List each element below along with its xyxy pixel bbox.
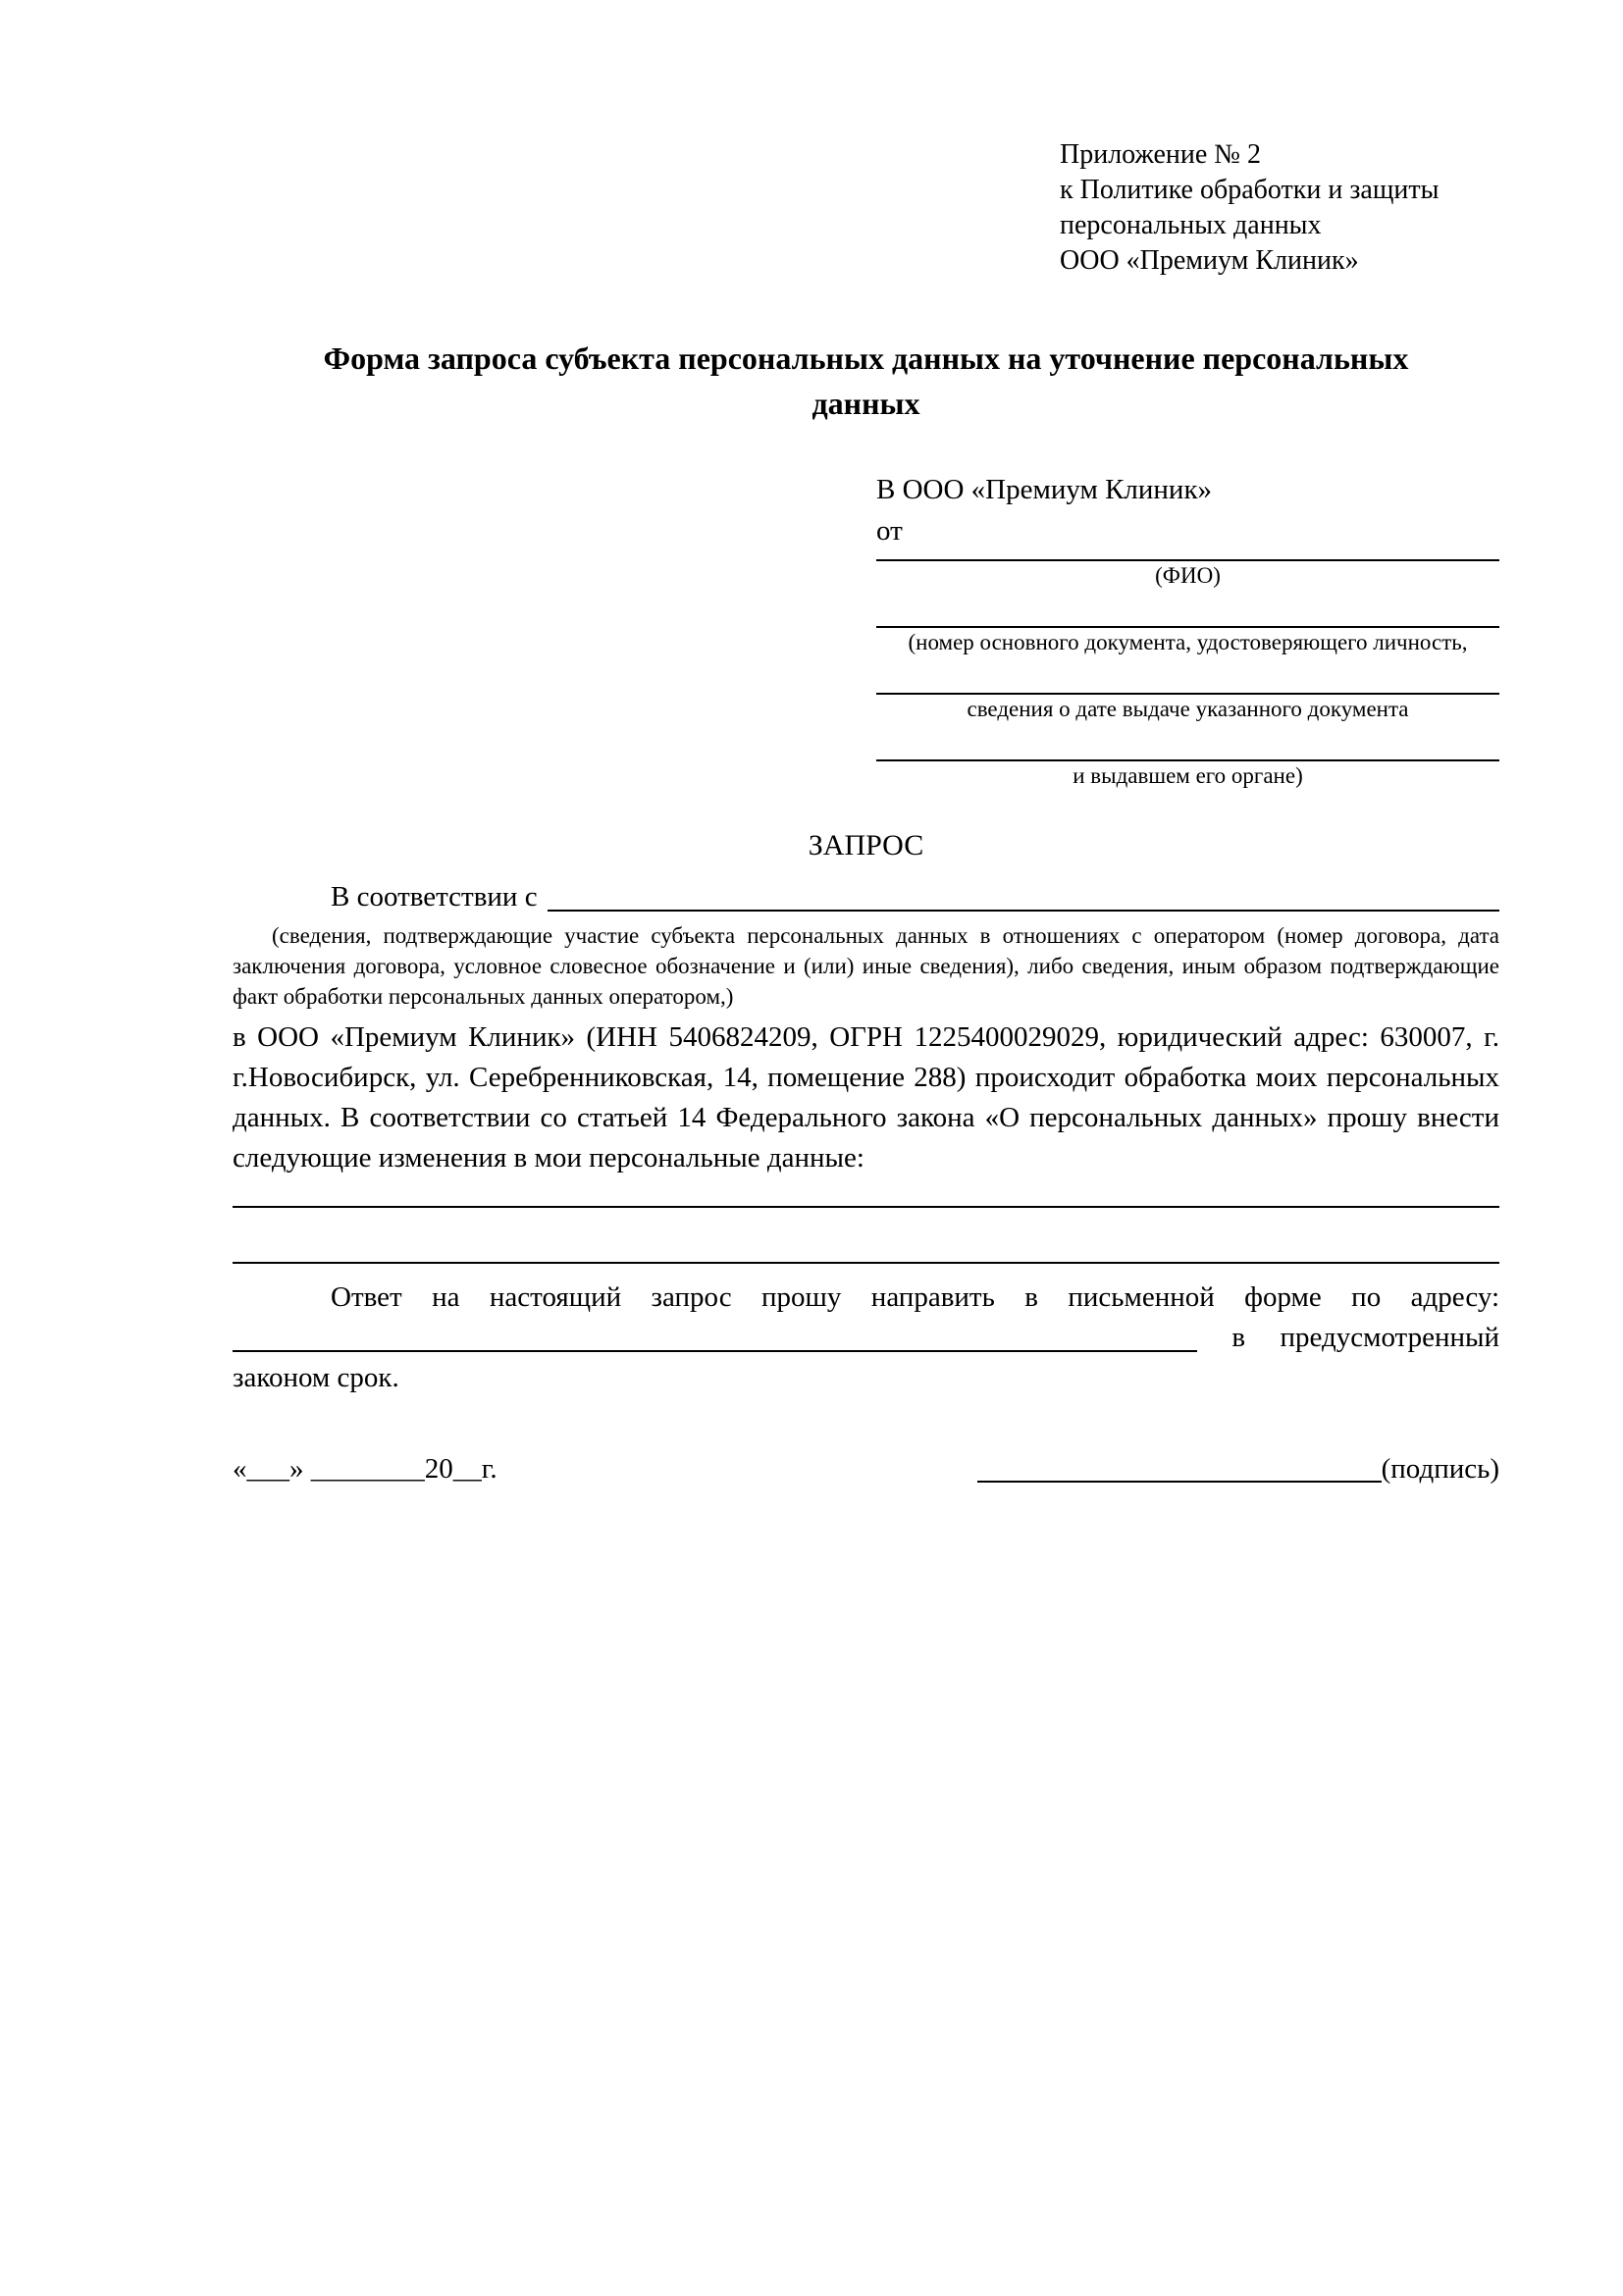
changes-blank-line-1 bbox=[233, 1178, 1499, 1208]
addressee-from-label: от bbox=[876, 515, 903, 547]
appendix-line: персональных данных bbox=[1060, 210, 1322, 240]
request-heading: ЗАПРОС bbox=[808, 829, 924, 861]
addressee-to: В ООО «Премиум Клиник» bbox=[876, 474, 1213, 505]
signature-caption: (подпись) bbox=[1381, 1453, 1499, 1485]
addressee-block bbox=[876, 469, 1499, 791]
signature-blank-line bbox=[977, 1481, 1382, 1483]
request-body-paragraph: в ООО «Премиум Клиник» (ИНН 5406824209, ОГРН 1225400029029, юридический адрес: 630007, г. г.Новосибирск, ул. Серебренниковская, 14, помещение 288) происходит обработка моих персональных данных. В соответствии со статьей 14 Федерального закона «О персональных данных» прошу внести следующие изменения в мои персональные данные: bbox=[233, 1021, 1499, 1174]
appendix-line: Приложение № 2 bbox=[1060, 139, 1261, 170]
page-title: Форма запроса субъекта персональных данных на уточнение персональных данных bbox=[323, 340, 1409, 421]
date-template: «___» ________20__г. bbox=[233, 1453, 497, 1485]
signature-block bbox=[977, 1449, 1499, 1488]
response-paragraph-line2 bbox=[233, 1318, 1499, 1358]
basis-prefix: В соответствии с bbox=[331, 881, 538, 913]
basis-blank-line bbox=[548, 910, 1499, 912]
changes-blank-line-2 bbox=[233, 1208, 1499, 1264]
appendix-line: ООО «Премиум Клиник» bbox=[1060, 245, 1359, 276]
issuing-authority-field bbox=[876, 759, 1499, 791]
issuing-authority-caption: и выдавшем его органе) bbox=[1073, 763, 1303, 788]
issue-date-caption: сведения о дате выдаче указанного документа bbox=[967, 697, 1409, 721]
document-number-field bbox=[876, 626, 1499, 657]
issue-date-field bbox=[876, 693, 1499, 724]
document-number-caption: (номер основного документа, удостоверяющего личность, bbox=[908, 630, 1468, 654]
response-paragraph-line3: законом срок. bbox=[233, 1362, 399, 1393]
response-word: предусмотренный bbox=[1280, 1322, 1499, 1353]
appendix-header bbox=[1060, 137, 1499, 279]
fio-field bbox=[876, 559, 1499, 591]
response-word: в bbox=[1231, 1322, 1246, 1353]
response-address-blank-line bbox=[233, 1350, 1197, 1352]
appendix-line: к Политике обработки и защиты bbox=[1060, 175, 1440, 205]
date-signature-row bbox=[233, 1449, 1499, 1488]
basis-footnote: (сведения, подтверждающие участие субъекта персональных данных в отношениях с оператором (номер договора, дата заключения договора, условное словесное обозначение и (или) иные сведения), либо сведения, иным образом подтверждающие факт обработки персональных данных оператором,) bbox=[233, 923, 1499, 1009]
fio-caption: (ФИО) bbox=[1155, 563, 1221, 588]
response-paragraph-line1: Ответ на настоящий запрос прошу направить в письменной форме по адресу: bbox=[331, 1281, 1499, 1313]
basis-row bbox=[233, 877, 1499, 916]
